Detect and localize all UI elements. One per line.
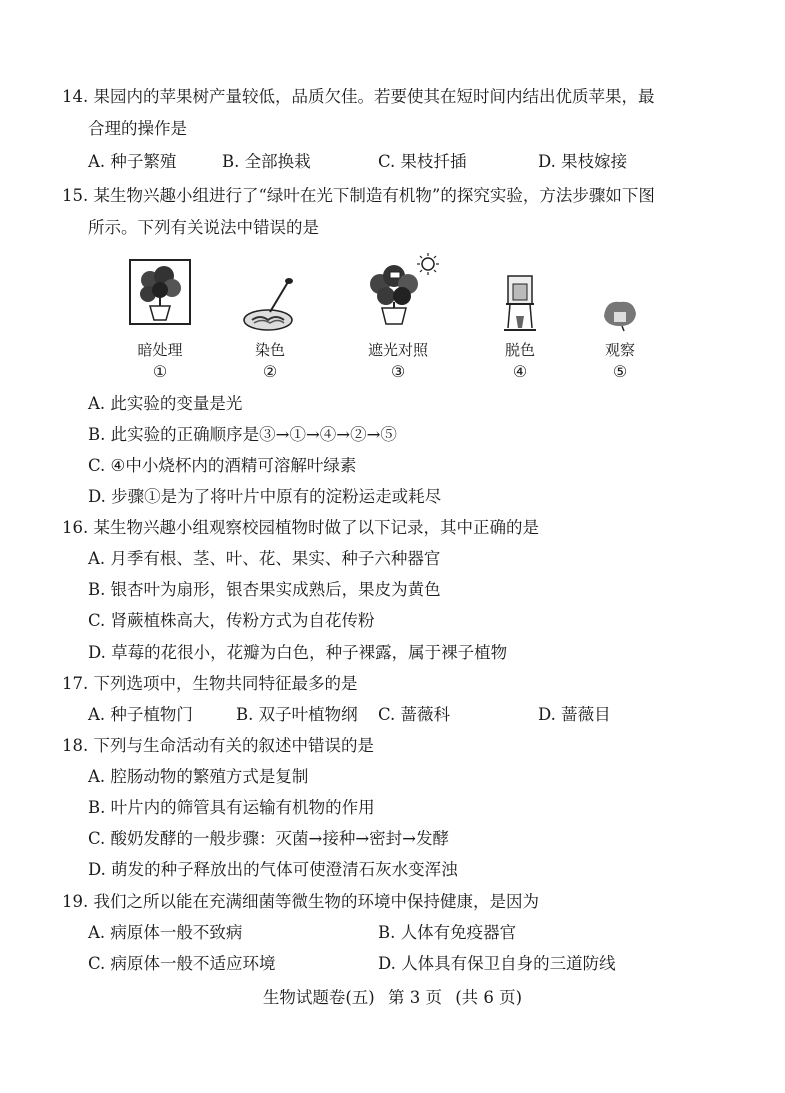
page-footer bbox=[0, 986, 785, 1010]
q14-stem-line2: 合理的操作是 bbox=[88, 119, 187, 138]
shaded-plant-with-sun-icon bbox=[362, 252, 452, 328]
step-5-label: 观察 bbox=[604, 341, 635, 359]
dark-treatment-plant-icon bbox=[128, 258, 192, 326]
q19-option-d: D. 人体具有保卫自身的三道防线 bbox=[378, 954, 616, 973]
step-3-label: 遮光对照 bbox=[367, 341, 428, 359]
q14-stem-line1: 14. 果园内的苹果树产量较低，品质欠佳。若要使其在短时间内结出优质苹果，最 bbox=[62, 87, 655, 106]
q15-option-c: C. ④中小烧杯内的酒精可溶解叶绿素 bbox=[88, 456, 357, 475]
step-5-number: ⑤ bbox=[612, 362, 628, 381]
q19-option-b: B. 人体有免疫器官 bbox=[378, 923, 517, 942]
step-1-label: 暗处理 bbox=[137, 341, 183, 359]
q16-option-d: D. 草莓的花很小，花瓣为白色，种子裸露，属于裸子植物 bbox=[88, 643, 508, 662]
step-2-number: ② bbox=[262, 362, 278, 381]
footer-page-total: (共 6 页) bbox=[455, 988, 523, 1007]
footer-exam-title: 生物试题卷(五) bbox=[262, 988, 375, 1007]
q14-option-d: D. 果枝嫁接 bbox=[538, 152, 628, 171]
q16-option-a: A. 月季有根、茎、叶、花、果实、种子六种器官 bbox=[88, 549, 441, 568]
step-2-label: 染色 bbox=[254, 341, 285, 359]
q19-stem: 19. 我们之所以能在充满细菌等微生物的环境中保持健康，是因为 bbox=[62, 892, 539, 911]
q16-option-b: B. 银杏叶为扇形，银杏果实成熟后，果皮为黄色 bbox=[88, 580, 441, 599]
q17-option-b: B. 双子叶植物纲 bbox=[236, 705, 358, 724]
q15-stem-line2: 所示。下列有关说法中错误的是 bbox=[88, 218, 319, 237]
footer-page-number: 第 3 页 bbox=[388, 988, 442, 1007]
q19-option-c: C. 病原体一般不适应环境 bbox=[88, 954, 276, 973]
q18-stem: 18. 下列与生命活动有关的叙述中错误的是 bbox=[62, 736, 374, 755]
observed-leaf-icon bbox=[600, 296, 640, 332]
q15-figure bbox=[100, 252, 660, 382]
decolorizing-beaker-icon bbox=[500, 272, 540, 336]
step-4-label: 脱色 bbox=[504, 341, 535, 359]
q16-stem: 16. 某生物兴趣小组观察校园植物时做了以下记录，其中正确的是 bbox=[62, 518, 539, 537]
q18-option-d: D. 萌发的种子释放出的气体可使澄清石灰水变浑浊 bbox=[88, 860, 458, 879]
q14-option-a: A. 种子繁殖 bbox=[88, 152, 177, 171]
q14-option-b: B. 全部换栽 bbox=[222, 152, 311, 171]
q19-option-a: A. 病原体一般不致病 bbox=[88, 923, 243, 942]
step-1-number: ① bbox=[152, 362, 168, 381]
staining-dish-icon bbox=[240, 276, 300, 336]
q15-option-d: D. 步骤①是为了将叶片中原有的淀粉运走或耗尽 bbox=[88, 487, 442, 506]
q17-option-c: C. 蔷薇科 bbox=[378, 705, 451, 724]
step-3-number: ③ bbox=[390, 362, 406, 381]
q17-stem: 17. 下列选项中，生物共同特征最多的是 bbox=[62, 674, 358, 693]
q16-option-c: C. 肾蕨植株高大，传粉方式为自花传粉 bbox=[88, 611, 375, 630]
q15-option-a: A. 此实验的变量是光 bbox=[88, 394, 243, 413]
q17-option-a: A. 种子植物门 bbox=[88, 705, 193, 724]
q18-option-c: C. 酸奶发酵的一般步骤：灭菌→接种→密封→发酵 bbox=[88, 829, 450, 848]
q14-option-c: C. 果枝扦插 bbox=[378, 152, 467, 171]
q18-option-a: A. 腔肠动物的繁殖方式是复制 bbox=[88, 767, 309, 786]
step-4-number: ④ bbox=[512, 362, 528, 381]
q18-option-b: B. 叶片内的筛管具有运输有机物的作用 bbox=[88, 798, 375, 817]
q17-option-d: D. 蔷薇目 bbox=[538, 705, 611, 724]
q15-option-b: B. 此实验的正确顺序是③→①→④→②→⑤ bbox=[88, 425, 397, 444]
q15-stem-line1: 15. 某生物兴趣小组进行了“绿叶在光下制造有机物”的探究实验，方法步骤如下图 bbox=[62, 186, 655, 205]
